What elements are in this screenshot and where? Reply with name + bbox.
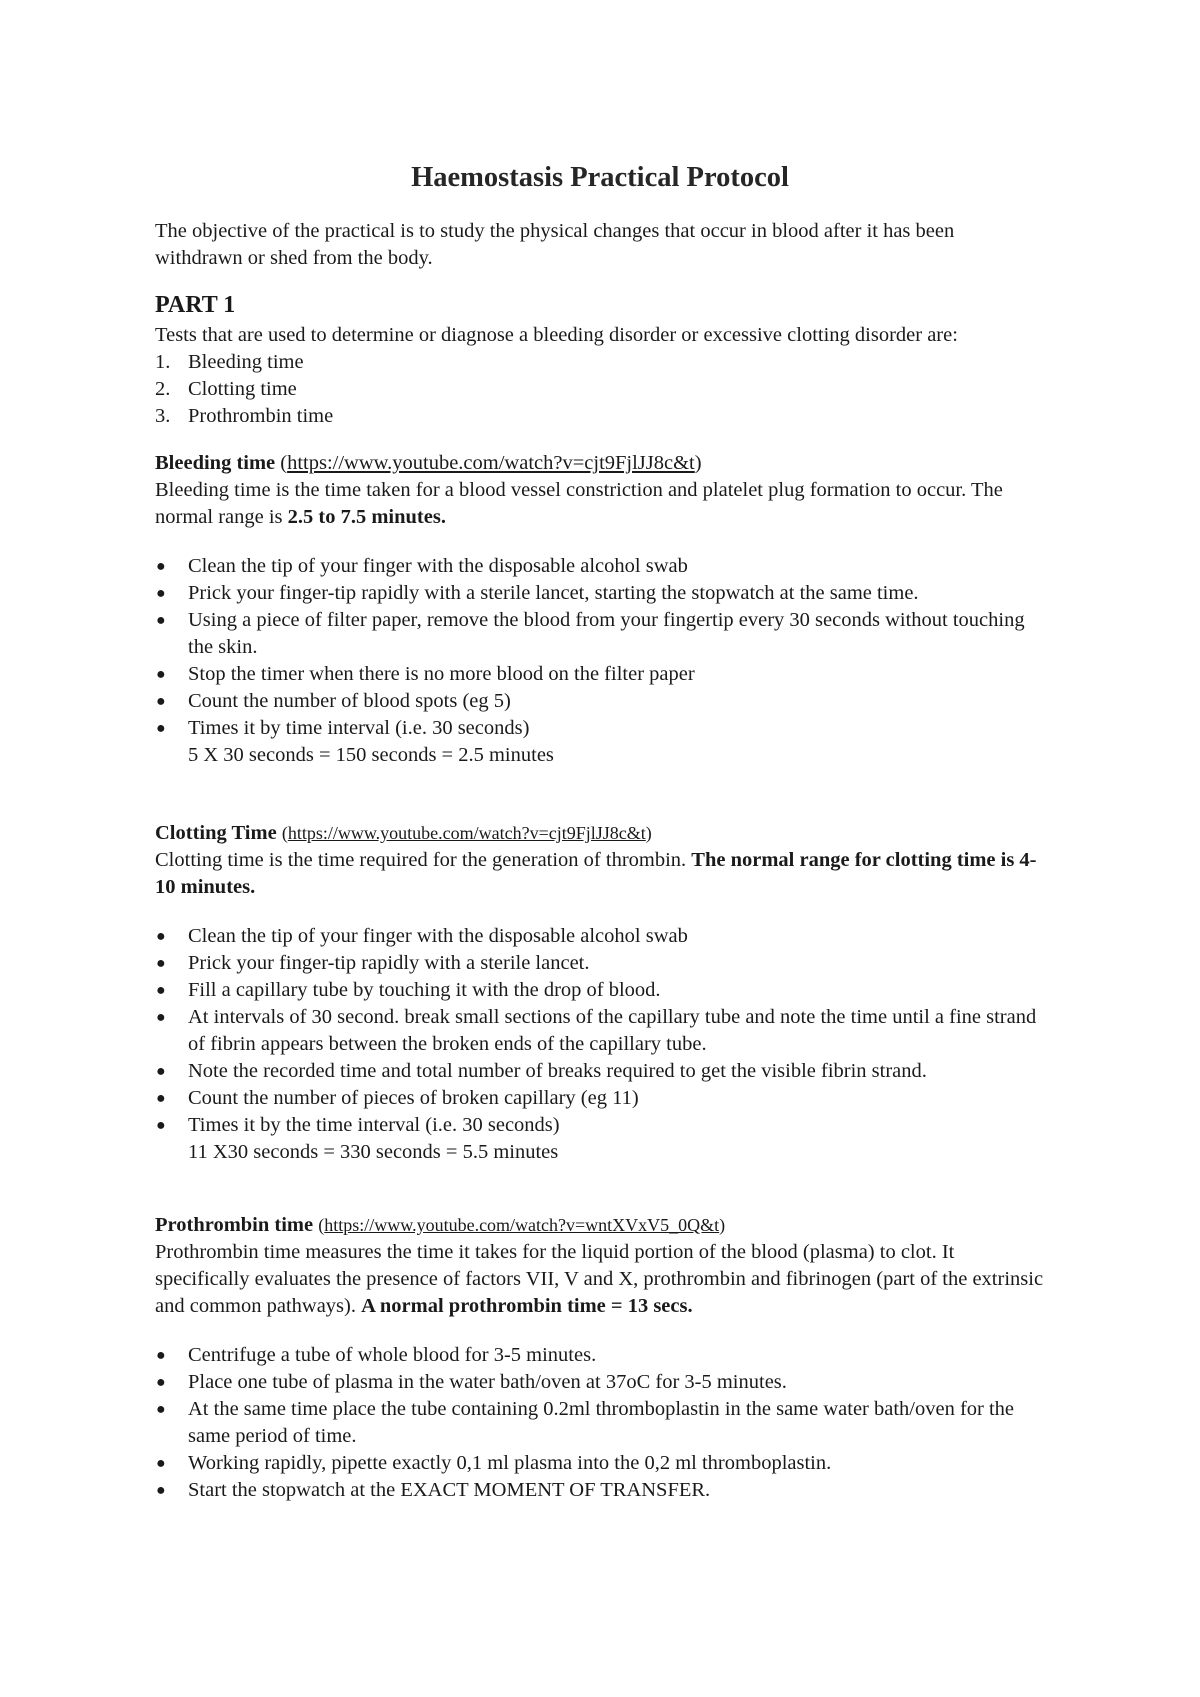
- list-item: [155, 950, 1045, 977]
- prothrombin-time-video-link[interactable]: https://www.youtube.com/watch?v=wntXVxV5_0Q&t: [324, 1215, 720, 1235]
- part1-intro: Tests that are used to determine or diagnose a bleeding disorder or excessive clotting disorder are:: [155, 324, 958, 346]
- step-text: Clean the tip of your finger with the disposable alcohol swab: [188, 925, 688, 947]
- bullet-icon: ●: [156, 1090, 166, 1107]
- bullet-icon: ●: [156, 666, 166, 683]
- prothrombin-time-description: [155, 1239, 1045, 1320]
- prothrombin-time-normal-value: A normal prothrombin time = 13 secs.: [361, 1295, 693, 1317]
- bullet-icon: ●: [156, 1117, 166, 1134]
- prothrombin-time-title: Prothrombin time: [155, 1214, 314, 1236]
- bullet-icon: ●: [156, 982, 166, 999]
- list-item: [155, 1477, 1045, 1504]
- bullet-icon: ●: [156, 558, 166, 575]
- step-text: Prick your finger-tip rapidly with a sterile lancet.: [188, 952, 590, 974]
- list-item: [155, 349, 1045, 376]
- step-text: Note the recorded time and total number of breaks required to get the visible fibrin strand.: [188, 1060, 927, 1082]
- bleeding-time-normal-range: 2.5 to 7.5 minutes.: [287, 506, 446, 528]
- list-item: [155, 1112, 1045, 1139]
- bullet-icon: ●: [156, 928, 166, 945]
- bullet-icon: ●: [156, 1401, 166, 1418]
- list-item: [155, 553, 1045, 580]
- step-text: At the same time place the tube containing 0.2ml thromboplastin in the same water bath/oven for the same period of time.: [188, 1398, 1015, 1447]
- bullet-icon: ●: [156, 1347, 166, 1364]
- paren-close: ): [719, 1215, 726, 1235]
- step-text: Count the number of blood spots (eg 5): [188, 690, 511, 712]
- tests-list: [155, 349, 1045, 430]
- step-text: At intervals of 30 second. break small sections of the capillary tube and note the time until a fine strand of fibrin appears between the broken ends of the capillary tube.: [188, 1006, 1037, 1055]
- list-item: [155, 923, 1045, 950]
- bullet-icon: ●: [156, 955, 166, 972]
- bullet-icon: ●: [156, 1482, 166, 1499]
- list-item: [155, 1450, 1045, 1477]
- clotting-time-calculation: 11 X30 seconds = 330 seconds = 5.5 minutes: [188, 1141, 559, 1163]
- spacer: [155, 769, 1045, 820]
- bleeding-time-steps: [155, 553, 1045, 742]
- list-number: 3.: [155, 405, 171, 427]
- list-number: 1.: [155, 351, 171, 373]
- prothrombin-time-section-heading: [155, 1212, 1045, 1239]
- prothrombin-time-steps: [155, 1342, 1045, 1504]
- step-text: Place one tube of plasma in the water bath/oven at 37oC for 3-5 minutes.: [188, 1371, 787, 1393]
- paren-close: ): [645, 823, 652, 843]
- step-text: Times it by time interval (i.e. 30 seconds): [188, 717, 530, 739]
- bleeding-time-title: Bleeding time: [155, 452, 276, 474]
- clotting-time-video-link[interactable]: https://www.youtube.com/watch?v=cjt9FjlJJ8c&t: [287, 823, 646, 843]
- list-item: [155, 1396, 1045, 1450]
- prothrombin-time-desc-text: Prothrombin time measures the time it takes for the liquid portion of the blood (plasma) to clot. It specifically evaluates the presence of factors VII, V and X, prothrombin and fibrinogen (part of the extrinsic and common pathways).: [155, 1241, 1044, 1317]
- clotting-time-title: Clotting Time: [155, 822, 277, 844]
- list-item: [155, 580, 1045, 607]
- part1-heading: PART 1: [155, 292, 236, 318]
- list-item: [155, 715, 1045, 742]
- step-text: Start the stopwatch at the EXACT MOMENT OF TRANSFER.: [188, 1479, 711, 1501]
- list-item: [155, 661, 1045, 688]
- bullet-icon: ●: [156, 720, 166, 737]
- bleeding-time-calculation: 5 X 30 seconds = 150 seconds = 2.5 minutes: [188, 744, 554, 766]
- list-item: [155, 403, 1045, 430]
- objective-paragraph: The objective of the practical is to study the physical changes that occur in blood after it has been withdrawn or shed from the body.: [155, 220, 955, 269]
- clotting-time-steps: [155, 923, 1045, 1139]
- document-title: Haemostasis Practical Protocol: [411, 162, 789, 193]
- bullet-icon: ●: [156, 612, 166, 629]
- list-item-label: Prothrombin time: [188, 405, 334, 427]
- step-text: Times it by the time interval (i.e. 30 seconds): [188, 1114, 560, 1136]
- list-item: [155, 607, 1045, 661]
- document-page: [155, 160, 1045, 1504]
- step-text: Fill a capillary tube by touching it with the drop of blood.: [188, 979, 661, 1001]
- list-item: [155, 1085, 1045, 1112]
- bullet-icon: ●: [156, 1063, 166, 1080]
- list-item: [155, 977, 1045, 1004]
- list-item: [155, 1342, 1045, 1369]
- list-number: 2.: [155, 378, 171, 400]
- bleeding-time-description: [155, 477, 1045, 531]
- step-text: Working rapidly, pipette exactly 0,1 ml plasma into the 0,2 ml thromboplastin.: [188, 1452, 832, 1474]
- bleeding-time-desc-text: Bleeding time is the time taken for a blood vessel constriction and platelet plug formation to occur. The normal range is: [155, 479, 1003, 528]
- bleeding-time-video-link[interactable]: https://www.youtube.com/watch?v=cjt9FjlJJ8c&t: [287, 452, 695, 474]
- paren-open: (: [318, 1215, 325, 1235]
- clotting-time-desc-text: Clotting time is the time required for the generation of thrombin.: [155, 849, 692, 871]
- list-item: [155, 688, 1045, 715]
- list-item: [155, 1004, 1045, 1058]
- step-text: Using a piece of filter paper, remove the blood from your fingertip every 30 seconds without touching the skin.: [188, 609, 1025, 658]
- paren-open: (: [280, 452, 288, 474]
- step-text: Count the number of pieces of broken capillary (eg 11): [188, 1087, 639, 1109]
- bullet-icon: ●: [156, 693, 166, 710]
- bleeding-time-section-heading: [155, 450, 1045, 477]
- step-text: Prick your finger-tip rapidly with a sterile lancet, starting the stopwatch at the same time.: [188, 582, 919, 604]
- step-text: Clean the tip of your finger with the disposable alcohol swab: [188, 555, 688, 577]
- bullet-icon: ●: [156, 1374, 166, 1391]
- spacer: [155, 1166, 1045, 1212]
- list-item-label: Bleeding time: [188, 351, 304, 373]
- paren-open: (: [281, 823, 288, 843]
- list-item: [155, 376, 1045, 403]
- bullet-icon: ●: [156, 1455, 166, 1472]
- clotting-time-normal-range: The normal range for clotting time is 4-10 minutes.: [155, 849, 1037, 898]
- clotting-time-section-heading: [155, 820, 1045, 847]
- bullet-icon: ●: [156, 585, 166, 602]
- list-item-label: Clotting time: [188, 378, 297, 400]
- bullet-icon: ●: [156, 1009, 166, 1026]
- step-text: Centrifuge a tube of whole blood for 3-5 minutes.: [188, 1344, 597, 1366]
- step-text: Stop the timer when there is no more blood on the filter paper: [188, 663, 695, 685]
- clotting-time-description: [155, 847, 1045, 901]
- paren-close: ): [694, 452, 702, 474]
- list-item: [155, 1058, 1045, 1085]
- list-item: [155, 1369, 1045, 1396]
